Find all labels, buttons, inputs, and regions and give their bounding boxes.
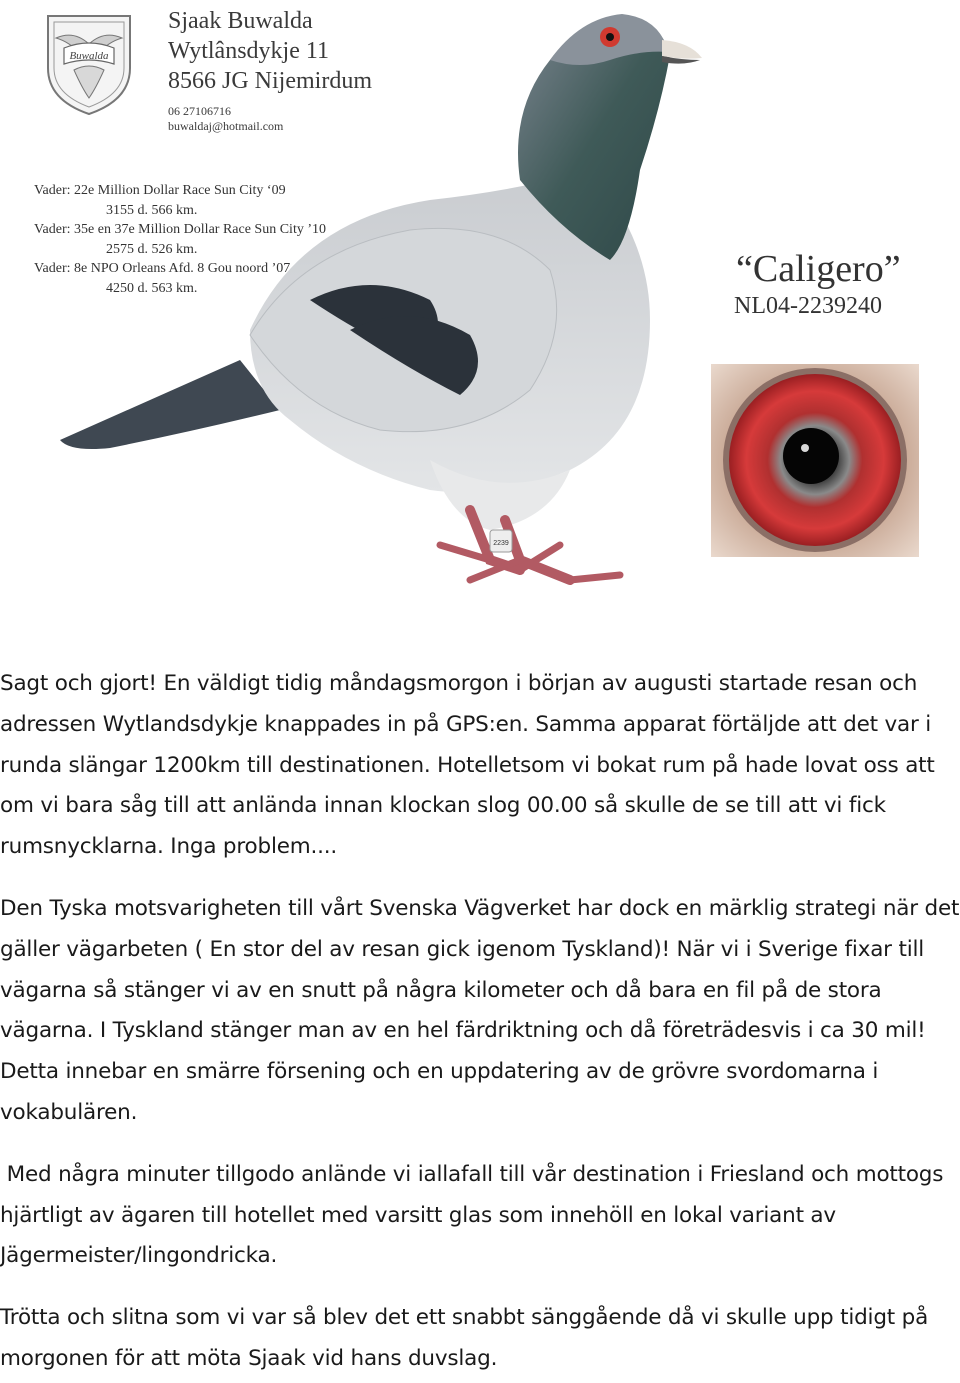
pedigree-line: 4250 d. 563 km. bbox=[106, 280, 198, 296]
breeder-phone: 06 27106716 bbox=[168, 104, 231, 118]
paragraph: Sagt och gjort! En väldigt tidig måndagsmorgon i början av augusti startade resan och adressen Wytlandsdykje knappades in på GPS:en. Samma apparat förtäljde att det var i runda slängar 1200km till destinationen. Hotelletsom vi bokat rum på hade lovat oss att om vi bara såg till att anlända innan klockan slog 00.00 så skulle de se till att vi fick rumsnycklarna. Inga problem.... bbox=[0, 671, 935, 860]
pedigree-line: Vader: 35e en 37e Million Dollar Race Sun City ’10 bbox=[34, 222, 326, 237]
article-body bbox=[0, 664, 960, 1380]
pigeon-image bbox=[50, 0, 710, 605]
leg-ring-text: 2239 bbox=[493, 540, 509, 547]
pigeon-advert bbox=[0, 0, 960, 620]
pedigree-line: 3155 d. 566 km. bbox=[106, 202, 198, 218]
pedigree-line: 2575 d. 526 km. bbox=[106, 241, 198, 257]
breeder-street: Wytlânsdykje 11 bbox=[168, 38, 329, 64]
breeder-city: 8566 JG Nijemirdum bbox=[168, 68, 372, 94]
bird-ring-number: NL04-2239240 bbox=[734, 293, 882, 319]
logo-text: Buwalda bbox=[69, 50, 109, 62]
pedigree-line: Vader: 22e Million Dollar Race Sun City ‘09 bbox=[34, 183, 286, 198]
pedigree-line: Vader: 8e NPO Orleans Afd. 8 Gou noord ’07 bbox=[34, 261, 291, 276]
paragraph: Den Tyska motsvarigheten till vårt Svenska Vägverket har dock en märklig strategi när det gäller vägarbeten ( En stor del av resan gick igenom Tyskland)! När vi i Sverige fixar till vägarna så stänger vi av en snutt på några kilometer och då bara en fil på de stora vägarna. I Tyskland stänger man av en hel färdriktning och då företrädesvis i ca 30 mil! Detta innebar en smärre försening och en uppdatering av de grövre svordomarna i vokabulären. bbox=[0, 895, 960, 1125]
paragraph: Trötta och slitna som vi var så blev det ett snabbt sänggående då vi skulle upp tidigt på morgonen för att möta Sjaak vid hans duvslag. bbox=[0, 1305, 929, 1371]
eye-closeup-image bbox=[711, 364, 919, 557]
breeder-email: buwaldaj@hotmail.com bbox=[168, 119, 284, 133]
paragraph: Med några minuter tillgodo anlände vi iallafall till vår destination i Friesland och mottogs hjärtligt av ägaren till hotellet med varsitt glas som innehöll en lokal variant av Jägermeister/lingondricka. bbox=[0, 1161, 950, 1269]
breeder-name: Sjaak Buwalda bbox=[168, 8, 313, 34]
bird-name: “Caligero” bbox=[736, 248, 901, 290]
